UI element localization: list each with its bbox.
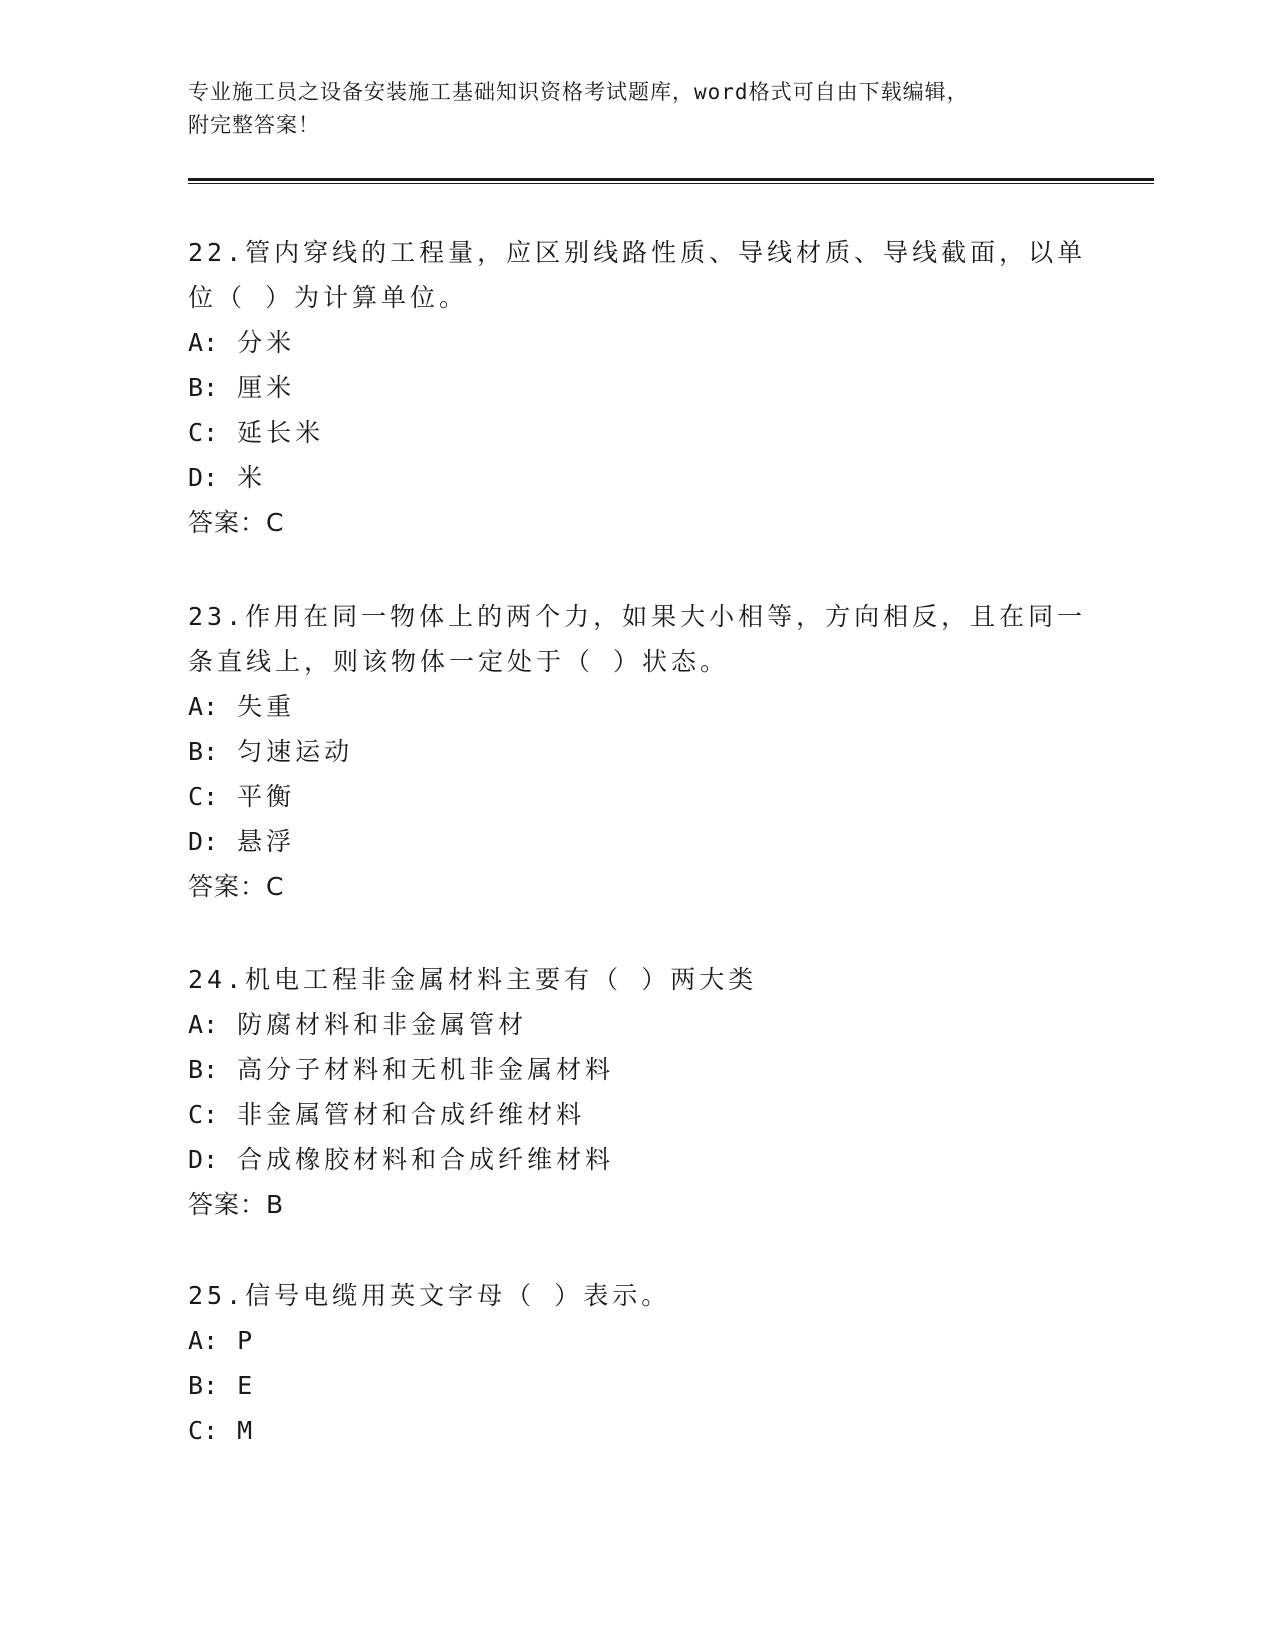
option-letter: C: <box>188 418 219 447</box>
option-letter: D: <box>188 1145 219 1174</box>
option-letter: A: <box>188 1010 219 1039</box>
option-letter: A: <box>188 692 219 721</box>
option-letter: A: <box>188 1326 219 1355</box>
question-text-line-1: 24.机电工程非金属材料主要有（ ）两大类 <box>188 965 758 994</box>
option-c <box>188 1408 1088 1453</box>
option-c <box>188 774 1088 819</box>
option-c <box>188 410 1088 455</box>
option-letter: B: <box>188 737 219 766</box>
option-letter: C: <box>188 1100 219 1129</box>
option-text: 分米 <box>237 328 296 357</box>
answer: 答案：C <box>188 508 285 537</box>
answer: 答案：C <box>188 872 285 901</box>
option-a <box>188 320 1088 365</box>
option-text: 防腐材料和非金属管材 <box>237 1010 528 1039</box>
option-text: 悬浮 <box>237 827 296 856</box>
option-text: 合成橡胶材料和合成纤维材料 <box>237 1145 615 1174</box>
answer: 答案：B <box>188 1190 285 1219</box>
question-22 <box>188 230 1088 546</box>
option-letter: C: <box>188 782 219 811</box>
question-text-line-1: 22.管内穿线的工程量，应区别线路性质、导线材质、导线截面，以单 <box>188 238 1087 267</box>
option-c <box>188 1092 1088 1137</box>
option-text: E <box>237 1371 257 1400</box>
option-a <box>188 1002 1088 1047</box>
option-letter: D: <box>188 827 219 856</box>
option-d <box>188 455 1088 500</box>
option-text: 米 <box>237 463 267 492</box>
option-text: 匀速运动 <box>237 737 354 766</box>
option-letter: C: <box>188 1416 219 1445</box>
header-line-2: 附完整答案！ <box>188 113 320 137</box>
header-rule-thin <box>188 183 1154 184</box>
question-text-line-1: 23.作用在同一物体上的两个力，如果大小相等，方向相反，且在同一 <box>188 602 1087 631</box>
option-b <box>188 365 1088 410</box>
option-text: 失重 <box>237 692 296 721</box>
option-b <box>188 1363 1088 1408</box>
option-text: 非金属管材和合成纤维材料 <box>237 1100 586 1129</box>
question-text-line-2: 位（ ）为计算单位。 <box>188 283 469 312</box>
option-b <box>188 1047 1088 1092</box>
header-rule-thick <box>188 178 1154 181</box>
document-header <box>188 76 1088 142</box>
question-text-line-2: 条直线上，则该物体一定处于（ ）状态。 <box>188 647 730 676</box>
question-23 <box>188 594 1088 910</box>
option-letter: B: <box>188 1371 219 1400</box>
option-d <box>188 819 1088 864</box>
option-text: 延长米 <box>237 418 325 447</box>
option-text: 厘米 <box>237 373 296 402</box>
option-a <box>188 1318 1088 1363</box>
option-text: M <box>237 1416 257 1445</box>
option-text: 平衡 <box>237 782 296 811</box>
question-text-line-1: 25.信号电缆用英文字母（ ）表示。 <box>188 1281 671 1310</box>
option-text: 高分子材料和无机非金属材料 <box>237 1055 615 1084</box>
question-24 <box>188 957 1088 1228</box>
question-25 <box>188 1273 1088 1453</box>
option-letter: D: <box>188 463 219 492</box>
option-b <box>188 729 1088 774</box>
option-letter: A: <box>188 328 219 357</box>
option-a <box>188 684 1088 729</box>
option-d <box>188 1137 1088 1182</box>
option-letter: B: <box>188 373 219 402</box>
option-letter: B: <box>188 1055 219 1084</box>
option-text: P <box>237 1326 257 1355</box>
header-line-1: 专业施工员之设备安装施工基础知识资格考试题库，word格式可自由下载编辑， <box>188 80 969 104</box>
